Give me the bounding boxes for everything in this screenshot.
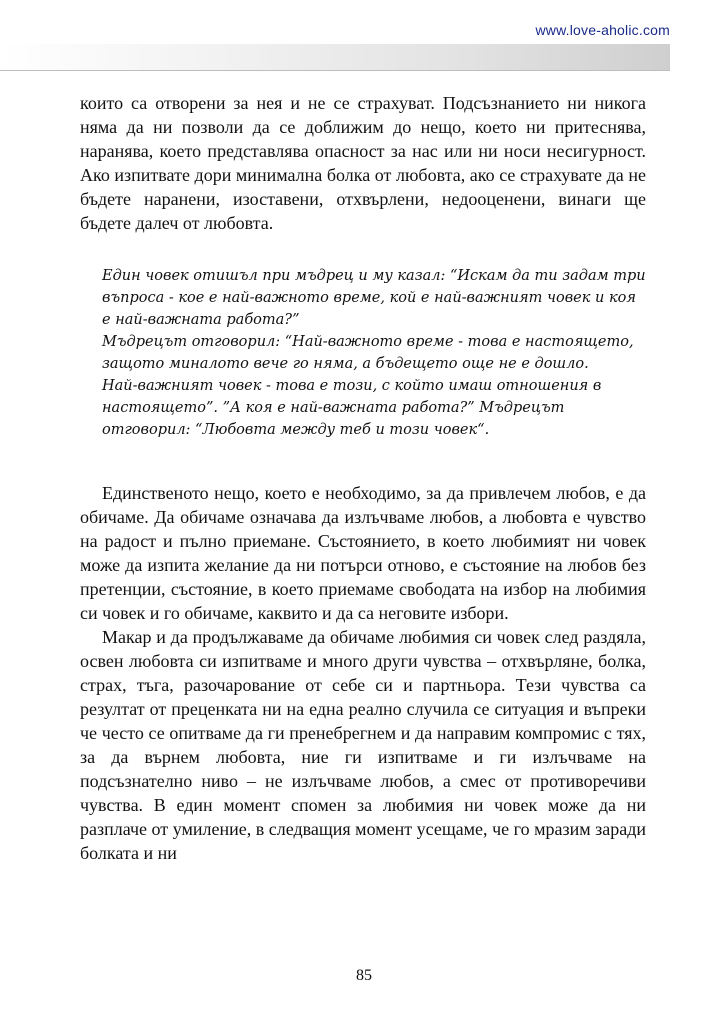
paragraph-text: които са отворени за нея и не се страхуват. Подсъзнанието ни никога няма да ни позволи да се доближим до нещо, което ни притеснява, наранява, което представлява опасност за нас или ни носи несигурност. Ако изпитвате дори минимална болка от любовта, ако се страхувате да не бъдете наранени, изоставени, отхвърлени, недооценени, винаги ще бъдете далеч от любовта. bbox=[80, 93, 646, 233]
paragraph-text: Единственото нещо, което е необходимо, за да привлечем любов, е да обичаме. Да обичаме означава да излъчваме любов, а любовта е чувство на радост и пълно приемане. Състоянието, в което любимият ни човек може да изпита желание да ни потърси отново, е състояние на любов без претенции, състояние, в което приемаме свободата на избор на любимия си човек и го обичаме, каквито и да са неговите избори. bbox=[80, 483, 646, 623]
body-paragraph-1 bbox=[80, 91, 646, 235]
parable-quote bbox=[102, 265, 647, 441]
header-rule bbox=[0, 70, 670, 71]
quote-line-3: Най-важният човек - това е този, с който имаш отношения в настоящето”. ”А коя е най-важната работа?” Мъдрецът отговорил: “Любовта между теб и този човек“. bbox=[102, 378, 602, 438]
page-number: 85 bbox=[356, 967, 372, 984]
body-paragraphs-2-3 bbox=[80, 481, 646, 865]
quote-line-2: Мъдрецът отговорил: “Най-важното време - това е настоящето, защото миналото вече го няма, а бъдещето още не е дошло. bbox=[102, 334, 634, 372]
paragraph-text: Макар и да продължаваме да обичаме любимия си човек след раздяла, освен любовта си изпитваме и много други чувства – отхвърляне, болка, страх, тъга, разочарование от себе си и партньора. Тези чувства са резултат от преценката ни на една реално случила се ситуация и въпреки че често се опитваме да ги пренебрегнем и да направим компромис с тях, за да върнем любовта, ние ги изпитваме и ги излъчваме на подсъзнателно ниво – не излъчваме любов, а смес от противоречиви чувства. В един момент спомен за любимия ни човек може да ни разплаче от умиление, в следващия момент усещаме, че го мразим заради болката и ни bbox=[80, 627, 646, 863]
quote-line-1: Един човек отишъл при мъдрец и му казал: “Искам да ти задам три въпроса - кое е най-важното време, кой е най-важният човек и коя е най-важната работа?” bbox=[102, 268, 646, 328]
header-url[interactable]: www.love-aholic.com bbox=[535, 22, 670, 38]
header-band bbox=[0, 44, 670, 70]
